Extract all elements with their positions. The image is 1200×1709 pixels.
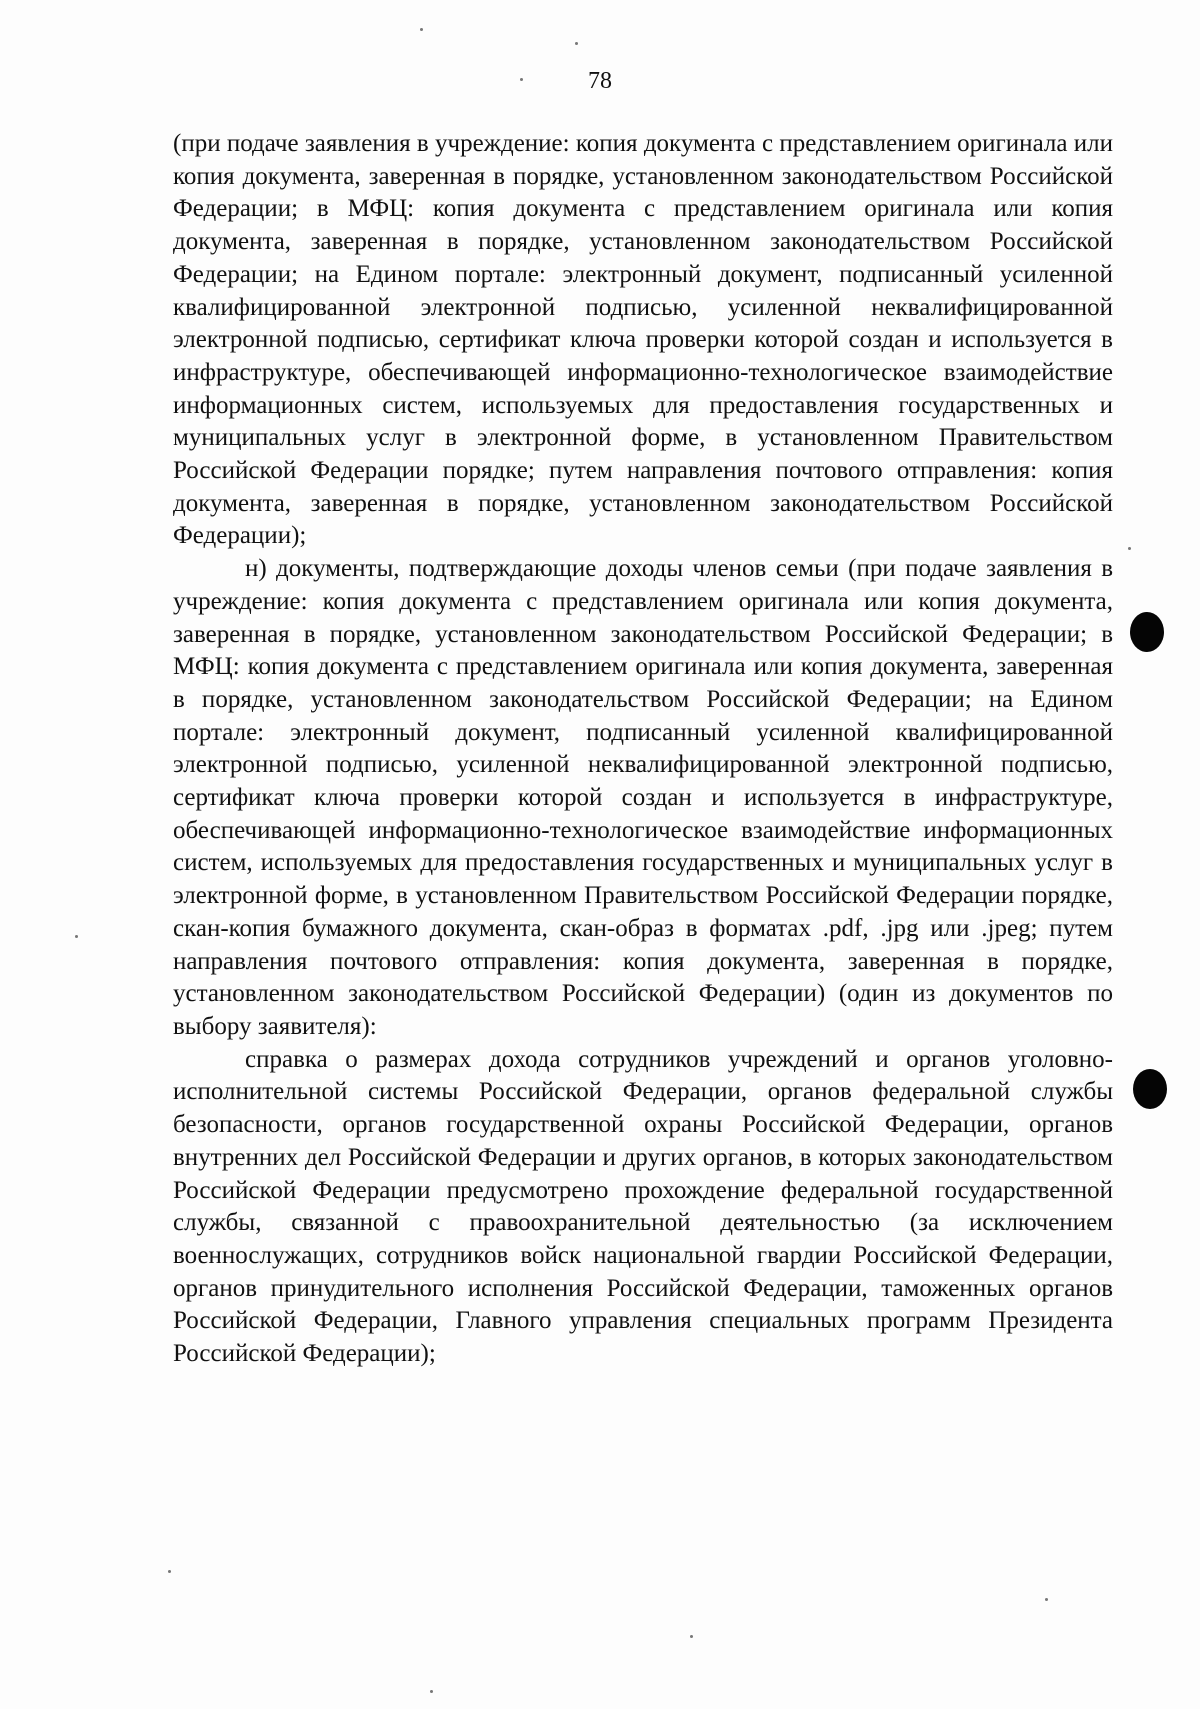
scan-speck (430, 1690, 433, 1693)
scan-speck (75, 935, 78, 938)
scan-speck (1045, 1598, 1048, 1601)
page-number: 78 (588, 68, 612, 94)
scan-speck (690, 1635, 693, 1638)
document-body (173, 128, 1113, 1371)
punch-hole-mark (1130, 612, 1164, 652)
punch-hole-mark (1133, 1069, 1167, 1109)
scan-speck (575, 42, 578, 45)
scan-speck (1128, 547, 1131, 550)
paragraph-income-certificate: справка о размерах дохода сотрудников учреждений и органов уголовно-исполнительной системы Российской Федерации, органов федеральной службы безопасности, органов государственной охраны Российской Федерации, органов внутренних дел Российской Федерации и других органов, в которых законодательством Российской Федерации предусмотрено прохождение федеральной государственной службы, связанной с правоохранительной деятельностью (за исключением военнослужащих, сотрудников войск национальной гвардии Российской Федерации, органов принудительного исполнения Российской Федерации, таможенных органов Российской Федерации, Главного управления специальных программ Президента Российской Федерации); (173, 1045, 1113, 1368)
scan-speck (520, 78, 523, 81)
scan-speck (168, 1570, 171, 1573)
paragraph-item-n: н) документы, подтверждающие доходы членов семьи (при подаче заявления в учреждение: копия документа с представлением оригинала или копия документа, заверенная в порядке, установленном законодательством Российской Федерации; в МФЦ: копия документа с представлением оригинала или копия документа, заверенная в порядке, установленном законодательством Российской Федерации; на Едином портале: электронный документ, подписанный усиленной квалифицированной электронной подписью, усиленной неквалифицированной электронной подписью, сертификат ключа проверки которой создан и используется в инфраструктуре, обеспечивающей информационно-технологическое взаимодействие информационных систем, используемых для предоставления государственных и муниципальных услуг в электронной форме, в установленном Правительством Российской Федерации порядке, скан-копия бумажного документа, скан-образ в форматах .pdf, .jpg или .jpeg; путем направления почтового отправления: копия документа, заверенная в порядке, установленном законодательством Российской Федерации) (один из документов по выбору заявителя): (173, 555, 1113, 1040)
scan-speck (420, 28, 423, 31)
paragraph-continuation: (при подаче заявления в учреждение: копия документа с представлением оригинала или копия документа, заверенная в порядке, установленном законодательством Российской Федерации; в МФЦ: копия документа с представлением оригинала или копия документа, заверенная в порядке, установленном законодательством Российской Федерации; на Едином портале: электронный документ, подписанный усиленной квалифицированной электронной подписью, усиленной неквалифицированной электронной подписью, сертификат ключа проверки которой создан и используется в инфраструктуре, обеспечивающей информационно-технологическое взаимодействие информационных систем, используемых для предоставления государственных и муниципальных услуг в электронной форме, в установленном Правительством Российской Федерации порядке; путем направления почтового отправления: копия документа, заверенная в порядке, установленном законодательством Российской Федерации); (173, 130, 1113, 550)
